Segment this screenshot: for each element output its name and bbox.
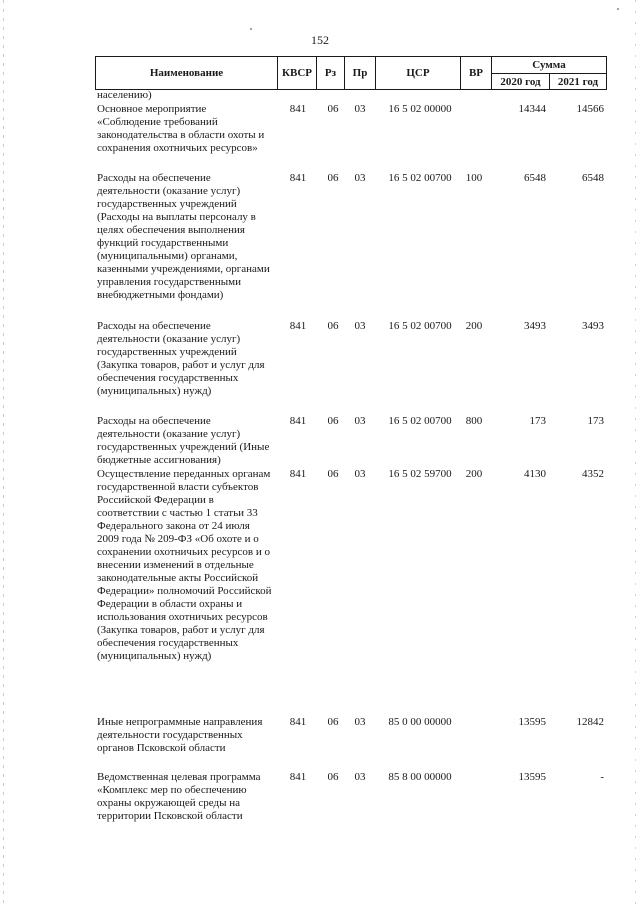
row-sum-2021: 3493 — [582, 320, 604, 332]
row-kvsr: 841 — [289, 320, 307, 332]
row-rz: 06 — [327, 468, 339, 480]
row-rz: 06 — [327, 415, 339, 427]
row-sum-2020: 13595 — [518, 771, 546, 783]
row-pr: 03 — [354, 716, 366, 728]
row-sum-2020: 6548 — [524, 172, 546, 184]
row-sum-2021: 6548 — [582, 172, 604, 184]
row-kvsr: 841 — [289, 172, 307, 184]
page-number: 152 — [311, 33, 329, 47]
header-2020: 2020 год — [491, 73, 550, 90]
row-sum-2020: 13595 — [518, 716, 546, 728]
row-vr: 100 — [465, 172, 483, 184]
row-vr: 800 — [465, 415, 483, 427]
row-rz: 06 — [327, 320, 339, 332]
header-kvsr: КВСР — [277, 56, 317, 90]
row-pr: 03 — [354, 103, 366, 115]
row-csr: 16 5 02 00700 — [388, 320, 452, 332]
header-pr: Пр — [344, 56, 376, 90]
row-kvsr: 841 — [289, 415, 307, 427]
scan-edge-right — [635, 0, 636, 905]
header-sum: Сумма — [491, 56, 607, 74]
scan-speck — [617, 8, 619, 10]
row-sum-2020: 14344 — [518, 103, 546, 115]
row-kvsr: 841 — [289, 103, 307, 115]
row-rz: 06 — [327, 172, 339, 184]
row-name: Ведомственная целевая программа «Комплекс мер по обеспечению охраны окружающей среды на территории Псковской области — [97, 771, 261, 822]
row-sum-2020: 3493 — [524, 320, 546, 332]
row-csr: 16 5 02 00700 — [388, 415, 452, 427]
row-rz: 06 — [327, 103, 339, 115]
row-sum-2021: 4352 — [582, 468, 604, 480]
row-kvsr: 841 — [289, 771, 307, 783]
row-sum-2020: 4130 — [524, 468, 546, 480]
scan-speck — [250, 28, 252, 30]
row-sum-2021: 173 — [587, 415, 604, 427]
row-name: Расходы на обеспечение деятельности (оказание услуг) государственных учреждений (Закупка товаров, работ и услуг для обеспечения государственных (муниципальных) нужд) — [97, 320, 265, 397]
row-name: Расходы на обеспечение деятельности (оказание услуг) государственных учреждений (Расходы на выплаты персоналу в целях обеспечения выполнения функций государственными (муниципальными) органами, казенными учреждениями, органами управления государственными внебюджетными фондами) — [97, 172, 270, 301]
header-vr: ВР — [460, 56, 492, 90]
row-rz: 06 — [327, 771, 339, 783]
row-csr: 85 8 00 00000 — [388, 771, 452, 783]
row-name: Осуществление переданных органам государственной власти субъектов Российской Федерации в соответствии с частью 1 статьи 33 Федерального закона от 24 июля 2009 года № 209-ФЗ «Об охоте и о сохранении охотничьих ресурсов и о внесении изменений в отдельные законодательные акты Российской Федерации» полномочий Российской Федерации в области охраны и использования охотничьих ресурсов (Закупка товаров, работ и услуг для обеспечения государственных (муниципальных) нужд) — [97, 468, 272, 662]
header-csr: ЦСР — [375, 56, 461, 90]
row-pr: 03 — [354, 415, 366, 427]
row-pr: 03 — [354, 172, 366, 184]
row-pr: 03 — [354, 320, 366, 332]
row-kvsr: 841 — [289, 716, 307, 728]
row-vr: 200 — [465, 468, 483, 480]
header-name: Наименование — [95, 56, 278, 90]
header-rz: Рз — [316, 56, 345, 90]
scan-edge-left — [3, 0, 4, 905]
row-vr: 200 — [465, 320, 483, 332]
row-rz: 06 — [327, 716, 339, 728]
row-sum-2021: 12842 — [576, 716, 604, 728]
row-name: Основное мероприятие «Соблюдение требований законодательства в области охоты и сохранения охотничьих ресурсов» — [97, 103, 265, 154]
row-pr: 03 — [354, 771, 366, 783]
row-sum-2021: - — [600, 771, 604, 783]
row-csr: 85 0 00 00000 — [388, 716, 452, 728]
row-sum-2021: 14566 — [576, 103, 604, 115]
row-name: населению) — [97, 89, 152, 101]
row-csr: 16 5 02 00000 — [388, 103, 452, 115]
header-2021: 2021 год — [549, 73, 607, 90]
row-kvsr: 841 — [289, 468, 307, 480]
row-name: Расходы на обеспечение деятельности (оказание услуг) государственных учреждений (Иные бюджетные ассигнования) — [97, 415, 270, 466]
row-sum-2020: 173 — [529, 415, 546, 427]
row-name: Иные непрограммные направления деятельности государственных органов Псковской области — [97, 716, 263, 754]
row-csr: 16 5 02 00700 — [388, 172, 452, 184]
row-csr: 16 5 02 59700 — [388, 468, 452, 480]
row-pr: 03 — [354, 468, 366, 480]
